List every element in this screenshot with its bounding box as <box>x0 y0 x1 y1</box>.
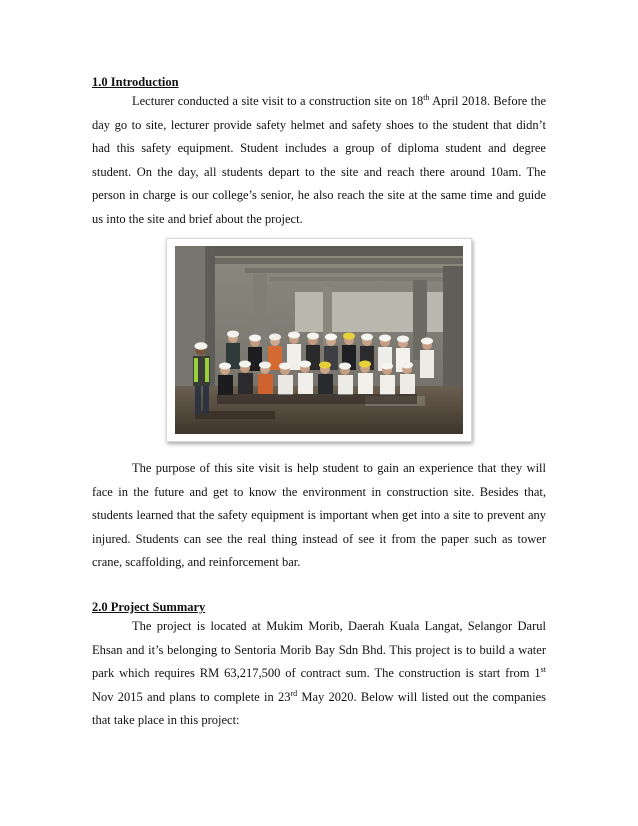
intro-text-b: April 2018. Before the day go to site, lecturer provide safety helmet and safety shoes to the student that didn’t had this safety equipment. Student includes a group of diploma student and degree student. On the day, all students depart to the site and reach there around 10am. The person in charge is our college’s senior, he also reach the site at the same time and guide us into the site and brief about the project. <box>92 94 546 226</box>
summary-text-a: The project is located at Mukim Morib, Daerah Kuala Langat, Selangor Darul Ehsan and it’s belonging to Sentoria Morib Bay Sdn Bhd. This project is to build a water park which requires RM 63,217,500 of contract sum. The construction is start from 1 <box>92 619 546 681</box>
group-photo-image <box>175 246 463 434</box>
section-heading-project-summary: 2.0 Project Summary <box>92 600 206 614</box>
section-heading-introduction: 1.0 Introduction <box>92 75 179 89</box>
date-ordinal-suffix: th <box>423 92 430 102</box>
summary-text-b: Nov 2015 and plans to complete in 23 <box>92 689 291 704</box>
summary-text-c: May 2020. Below will listed out the companies that take place in this project: <box>92 689 546 728</box>
construction-site-photo-illustration <box>175 246 463 434</box>
introduction-paragraph-1 <box>92 90 546 232</box>
project-summary-paragraph <box>92 615 546 733</box>
site-visit-group-photo <box>166 238 472 442</box>
purpose-text: The purpose of this site visit is help student to gain an experience that they will face in the future and get to know the environment in construction site. Besides that, students learned that the safety equipment is important when get into a site to prevent any injured. Students can see the real thing instead of see it from the paper such as tower crane, scaffolding, and reinforcement bar. <box>92 461 546 570</box>
start-date-ordinal-suffix: st <box>540 665 546 675</box>
intro-text-a: Lecturer conducted a site visit to a construction site on 18 <box>132 94 424 108</box>
end-date-ordinal-suffix: rd <box>290 688 298 698</box>
introduction-paragraph-2 <box>92 457 546 575</box>
